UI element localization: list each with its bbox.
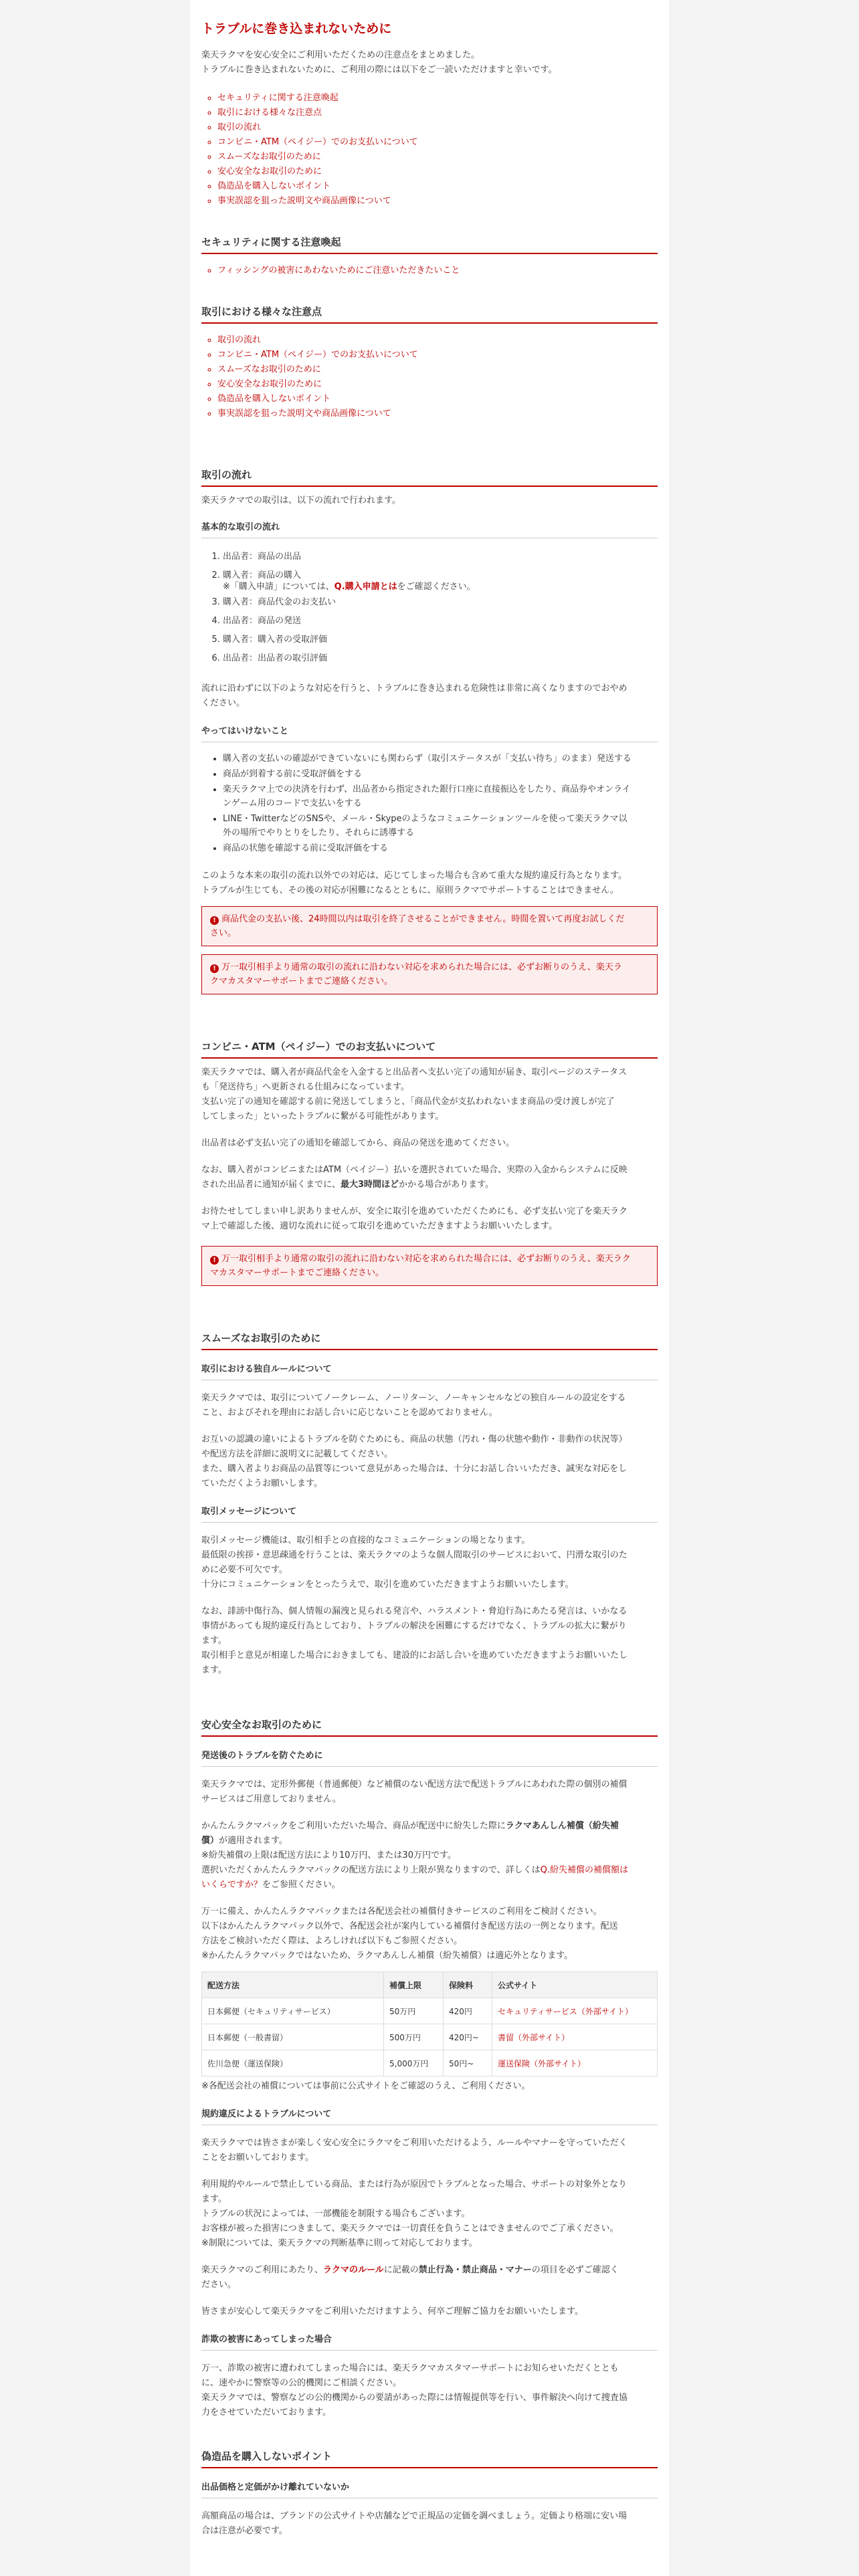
body-line: 取引相手と意見が相違した場合におきましても、建設的にお話し合いを進めていただきますようお願いいたし — [201, 1650, 628, 1660]
subheading-price: 出品価格と定価がかけ離れていないか — [201, 2482, 658, 2498]
table-cell: 日本郵便（一般書留） — [202, 2024, 384, 2050]
body-line: ことをお願いしております。 — [201, 2153, 314, 2163]
security-list — [201, 263, 658, 278]
toc-item[interactable] — [217, 135, 658, 150]
dont-list — [201, 752, 658, 855]
flow-step: 5. 購入者：購入者の受取評価 — [223, 631, 658, 649]
section-heading-security: セキュリティに関する注意喚起 — [201, 235, 658, 254]
compensation-faq-link[interactable]: いくらですか？ — [201, 1880, 262, 1890]
flow-step — [223, 566, 658, 593]
body-line: してしまった」といったトラブルに繋がる可能性があります。 — [201, 1111, 444, 1121]
content-page — [190, 0, 669, 2576]
table-header: 配送方法 — [202, 1972, 384, 1998]
subheading-fraud: 詐欺の被害にあってしまった場合 — [201, 2334, 658, 2351]
cautions-item[interactable] — [217, 377, 658, 392]
alert-text: 万一取引相手より通常の取引の流れに沿わない対応を求められた場合には、必ずお断りのうえ、楽天ラク マカスタマーサポートまでご連絡ください。 — [210, 1254, 631, 1278]
intro-line: 楽天ラクマを安心安全にご利用いただくための注意点をまとめました。 — [201, 50, 480, 60]
bold-text: 禁止行為・禁止商品・マナー — [418, 2265, 532, 2275]
body-line — [201, 1863, 658, 1878]
dont-item: • 商品の状態を確認する前に受取評価をする — [223, 841, 658, 855]
table-cell: 日本郵便（セキュリティサービス） — [202, 1998, 384, 2024]
text: された出品者に通知が届くまでに、 — [201, 1180, 341, 1190]
body-line: も「発送待ち」へ更新される仕組みになっています。 — [201, 1082, 409, 1092]
body-line: 支払い完了の通知を確認する前に発送してしまうと、「商品代金が支払われないまま商品の受け渡しが完了 — [201, 1097, 615, 1107]
cautions-link[interactable]: 偽造品を購入しないポイント — [217, 394, 331, 404]
toc-link[interactable]: セキュリティに関する注意喚起 — [217, 93, 339, 103]
body-line: 力をさせていただいております。 — [201, 2407, 331, 2418]
bold-text: 最大3時間ほど — [341, 1180, 399, 1190]
dont-item: • LINE・TwitterなどのSNSや、メール・Skypeのようなコミュニケーションツールを使って楽天ラクマ以 外の場所でやりとりをしたり、それらに誘導する — [223, 812, 658, 840]
body-line: ※紛失補償の上限は配送方法により10万円、または30万円です。 — [201, 1850, 456, 1860]
body-line: 皆さまが安心して楽天ラクマをご利用いただけますよう、何卒ご理解ご協力をお願いいたします。 — [201, 2306, 583, 2317]
body-line: ださい。 — [201, 2280, 237, 2290]
body-line: 楽天ラクマでは、購入者が商品代金を入金すると出品者へ支払い完了の通知が届き、取引ページのステータス — [201, 1067, 627, 1077]
warn-line: トラブルが生じても、その後の対応が困難になるとともに、原則ラクマでサポートすることはできません。 — [201, 885, 619, 895]
body-line: トラブルの状況によっては、一部機能を制限する場合もございます。 — [201, 2209, 470, 2219]
body-line: 楽天ラクマでは、警察などの公的機関からの要請があった際には情報提供等を行い、事件解決へ向けて捜査協 — [201, 2393, 628, 2403]
alert-box — [201, 954, 658, 994]
body-line: 十分にコミュニケーションをとったうえで、取引を進めていただきますようお願いいたします。 — [201, 1580, 574, 1590]
body-line: 万一に備え、かんたんラクマパックまたは各配送会社の補償付きサービスのご利用をご検討ください。 — [201, 1907, 602, 1917]
table-header: 補償上限 — [384, 1972, 444, 1998]
body-line: 最低限の挨拶・意思疎通を行うことは、楽天ラクマのような個人間取引のサービスにおいて、円滑な取引のた — [201, 1550, 628, 1560]
compensation-faq-link[interactable]: Q.紛失補償の補償額は — [540, 1865, 628, 1875]
body-line: 楽天ラクマでは、取引についてノークレーム、ノーリターン、ノーキャンセルなどの独自ルールの設定をする — [201, 1393, 626, 1403]
alert-text: 万一取引相手より通常の取引の流れに沿わない対応を求められた場合には、必ずお断りのうえ、楽天ラ クマカスタマーサポートまでご連絡ください。 — [210, 962, 622, 986]
section-heading-flow: 取引の流れ — [201, 468, 658, 487]
toc-item[interactable] — [217, 120, 658, 135]
table-cell: 5,000万円 — [384, 2050, 444, 2076]
warn-line: このような本来の取引の流れ以外での対応は、応じてしまった場合も含めて重大な規約違反行為となります。 — [201, 871, 627, 881]
section-heading-conveni: コンビニ・ATM（ペイジー）でのお支払いについて — [201, 1040, 658, 1059]
body-line: お待たせしてしまい申し訳ありませんが、安全に取引を進めていただくためにも、必ず支払い完了を楽天ラク — [201, 1206, 628, 1216]
table-cell — [492, 2050, 658, 2076]
page-title: トラブルに巻き込まれないために — [201, 21, 392, 36]
text: かんたんラクマパックをご利用いただいた場合、商品が配送中に紛失した際に — [201, 1821, 506, 1831]
flow-step: 1. 出品者：商品の出品 — [223, 548, 658, 566]
flow-step-note — [223, 581, 658, 593]
body-line: ていただくようお願いします。 — [201, 1479, 322, 1489]
body-line — [201, 1178, 658, 1192]
table-cell: 500万円 — [384, 2024, 444, 2050]
body-line: 高額商品の場合は、ブランドの公式サイトや店舗などで正規品の定価を調べましょう。定価より格端に安い場 — [201, 2511, 628, 2521]
alert-box — [201, 906, 658, 946]
subheading-dont: やってはいけないこと — [201, 726, 658, 742]
table-note: ※各配送会社の補償については事前に公式サイトをご確認のうえ、ご利用ください。 — [201, 2081, 531, 2091]
bold-text: 償） — [201, 1836, 219, 1846]
subheading-rules: 取引における独自ルールについて — [201, 1364, 658, 1380]
bold-text: ラクマあんしん補償（紛失補 — [505, 1821, 619, 1831]
section-heading-safe: 安心安全なお取引のために — [201, 1718, 658, 1737]
body-line: こと、およびそれを理由にお話し合いに応じないことを認めておりません。 — [201, 1408, 498, 1418]
shipping-table — [201, 1971, 658, 2076]
body-line: めに必要不可欠です。 — [201, 1565, 288, 1575]
table-cell: 420円~ — [444, 2024, 492, 2050]
cautions-link[interactable]: 安心安全なお取引のために — [217, 379, 322, 389]
toc-link[interactable]: 安心安全なお取引のために — [217, 167, 322, 177]
external-site-link[interactable]: 書留（外部サイト） — [498, 2032, 570, 2042]
body-line — [201, 1819, 658, 1834]
text: が適用されます。 — [219, 1836, 288, 1846]
cautions-item[interactable] — [217, 333, 658, 348]
toc-item[interactable] — [217, 106, 658, 120]
table-row — [202, 2024, 658, 2050]
note-text: をご確認ください。 — [397, 582, 476, 592]
body-line: 事情があっても規約違反行為としており、トラブルの解決を困難にするだけでなく、トラブルの拡大に繋がり — [201, 1621, 627, 1631]
toc-link[interactable]: コンビニ・ATM（ペイジー）でのお支払いについて — [217, 137, 418, 147]
toc-link[interactable]: スムーズなお取引のために — [217, 152, 321, 162]
body-line: 万一、詐欺の被害に遭われてしまった場合には、楽天ラクマカスタマーサポートにお知らせいただくととも — [201, 2363, 619, 2373]
toc-item[interactable] — [217, 194, 658, 209]
section-heading-fake: 偽造品を購入しないポイント — [201, 2450, 658, 2468]
cautions-item[interactable] — [217, 348, 658, 362]
cautions-item[interactable] — [217, 392, 658, 407]
flow-step: 3. 購入者：商品代金のお支払い — [223, 593, 658, 612]
text: かかる場合があります。 — [399, 1180, 494, 1190]
subheading-basic-flow: 基本的な取引の流れ — [201, 522, 658, 538]
table-cell: 佐川急便（運送保険） — [202, 2050, 384, 2076]
body-line: また、購入者よりお商品の品質等について意見があった場合は、十分にお話し合いいただき、誠実な対応をし — [201, 1464, 628, 1474]
dont-item: • 楽天ラクマ上での決済を行わず、出品者から指定された銀行口座に直接振込をしたり、商品券やオンライ ンゲーム用のコードで支払いをする — [223, 782, 658, 811]
table-row — [202, 1998, 658, 2024]
alert-text: 商品代金の支払い後、24時間以内は取引を終了させることができません。時間を置いて再度お試しくだ さい。 — [210, 914, 625, 938]
toc-item[interactable] — [217, 165, 658, 179]
body-line: 楽天ラクマでは皆さまが楽しく安心安全にラクマをご利用いただけるよう、ルールやマナーを守っていただく — [201, 2138, 628, 2148]
body-line: ます。 — [201, 2194, 227, 2204]
body-line: や配送方法を詳細に説明文に記載してください。 — [201, 1449, 393, 1459]
cautions-link[interactable]: 事実誤認を狙った説明文や商品画像について — [217, 409, 391, 419]
flow-after-line: ください。 — [201, 698, 246, 708]
table-cell: 50円~ — [444, 2050, 492, 2076]
flow-step: 6. 出品者：出品者の取引評価 — [223, 649, 658, 668]
rakuma-rules-link[interactable]: ラクマのルール — [323, 2265, 384, 2275]
exclamation-icon: ! — [210, 964, 219, 973]
cautions-item[interactable] — [217, 407, 658, 421]
exclamation-icon: ! — [210, 916, 219, 925]
cautions-link[interactable]: 取引の流れ — [217, 335, 262, 345]
table-cell — [492, 1998, 658, 2024]
body-line — [201, 1878, 658, 1893]
note-text: ※「購入申請」については、 — [223, 582, 335, 592]
body-line: 楽天ラクマでは、定形外郵便（普通郵便）など補償のない配送方法で配送トラブルにあわれた際の個別の補償 — [201, 1780, 628, 1790]
alert-box — [201, 1246, 658, 1286]
subheading-messages: 取引メッセージについて — [201, 1506, 658, 1523]
purchase-request-link[interactable]: Q.購入申請とは — [334, 582, 397, 592]
table-cell: 50万円 — [384, 1998, 444, 2024]
body-line: ます。 — [201, 1636, 227, 1646]
body-line: 利用規約やルールで禁止している商品、または行為が原因でトラブルとなった場合、サポートの対象外となり — [201, 2179, 627, 2189]
body-line — [201, 1834, 658, 1848]
toc-item[interactable] — [217, 179, 658, 194]
body-line: なお、購入者がコンビニまたはATM（ペイジー）払いを選択されていた場合、実際の入金からシステムに反映 — [201, 1165, 628, 1175]
flow-lead: 楽天ラクマでの取引は、以下の流れで行われます。 — [201, 496, 401, 506]
external-site-link[interactable]: セキュリティサービス（外部サイト） — [498, 2006, 633, 2016]
dont-item: • 商品が到着する前に受取評価をする — [223, 767, 658, 781]
flow-step-text: 購入者：商品の購入 — [223, 570, 302, 580]
toc-list — [201, 91, 658, 209]
table-cell — [492, 2024, 658, 2050]
text: 選択いただくかんたんラクマパックの配送方法により上限が異なりますので、詳しくは — [201, 1865, 541, 1875]
cautions-item[interactable] — [217, 362, 658, 377]
body-line: マ上で確認した後、適切な流れに従って取引を進めていただきますようお願いいたします。 — [201, 1221, 557, 1231]
body-line: ※制限については、楽天ラクマの判断基準に則って対応しております。 — [201, 2238, 478, 2248]
section-heading-smooth: スムーズなお取引のために — [201, 1331, 658, 1350]
body-line: 以下はかんたんラクマパック以外で、各配送会社が案内している補償付き配送方法の一例となります。配送 — [201, 1921, 618, 1931]
text: 楽天ラクマのご利用にあたり、 — [201, 2265, 324, 2275]
body-line: お互いの認識の違いによるトラブルを防ぐためにも、商品の状態（汚れ・傷の状態や動作・非動作の状況等） — [201, 1434, 628, 1444]
toc-link[interactable]: 事実誤認を狙った説明文や商品画像について — [217, 196, 391, 206]
toc-item[interactable] — [217, 150, 658, 165]
intro-line: トラブルに巻き込まれないために、ご利用の際には以下をご一読いただけますと幸いです。 — [201, 65, 557, 75]
body-line: お客様が被った損害につきまして、楽天ラクマでは一切責任を負うことはできませんのでご了承ください。 — [201, 2224, 619, 2234]
cautions-list — [201, 333, 658, 421]
section-heading-cautions: 取引における様々な注意点 — [201, 305, 658, 324]
table-header-row — [202, 1972, 658, 1998]
body-line: に、速やかに警察等の公的機関にご相談ください。 — [201, 2378, 402, 2388]
body-line: 出品者は必ず支払い完了の通知を確認してから、商品の発送を進めてください。 — [201, 1138, 515, 1148]
security-item[interactable] — [217, 263, 658, 278]
toc-item[interactable] — [217, 91, 658, 106]
subheading-shipping: 発送後のトラブルを防ぐために — [201, 1750, 658, 1767]
body-line: 方法をご検討いただく際は、よろしければ以下もご参照ください。 — [201, 1936, 463, 1946]
toc-link[interactable]: 偽造品を購入しないポイント — [217, 181, 331, 191]
text: をご参照ください。 — [262, 1880, 341, 1890]
dont-item: • 購入者の支払いの確認ができていないにも関わらず（取引ステータスが「支払い待ち」のまま）発送する — [223, 752, 658, 766]
body-line: なお、誹謗中傷行為、個人情報の漏洩と見られる発言や、ハラスメント・脅迫行為にあたる発言は、いかなる — [201, 1606, 628, 1616]
body-line: ます。 — [201, 1665, 227, 1675]
body-line — [201, 2263, 658, 2278]
table-row — [202, 2050, 658, 2076]
flow-steps — [201, 548, 658, 668]
flow-step: 4. 出品者：商品の発送 — [223, 612, 658, 631]
text: に記載の — [383, 2265, 419, 2275]
external-site-link[interactable]: 運送保険（外部サイト） — [498, 2058, 586, 2068]
toc-link[interactable]: 取引における様々な注意点 — [217, 108, 322, 118]
cautions-link[interactable]: スムーズなお取引のために — [217, 364, 321, 374]
subheading-rule-violation: 規約違反によるトラブルについて — [201, 2109, 658, 2125]
body-line: 取引メッセージ機能は、取引相手との直接的なコミュニケーションの場となります。 — [201, 1535, 531, 1545]
table-header: 保険料 — [444, 1972, 492, 1998]
body-line: ※かんたんラクマパックではないため、ラクマあんしん補償（紛失補償）は適応外となります。 — [201, 1951, 573, 1961]
table-header: 公式サイト — [492, 1972, 658, 1998]
cautions-link[interactable]: コンビニ・ATM（ペイジー）でのお支払いについて — [217, 350, 418, 360]
toc-link[interactable]: 取引の流れ — [217, 122, 262, 132]
phishing-link[interactable]: フィッシングの被害にあわないためにご注意いただきたいこと — [217, 265, 460, 276]
body-line: 合は注意が必要です。 — [201, 2526, 288, 2536]
flow-after-line: 流れに沿わずに以下のような対応を行うと、トラブルに巻き込まれる危険性は非常に高くなりますのでおやめ — [201, 683, 628, 693]
body-line: サービスはご用意しておりません。 — [201, 1794, 341, 1804]
exclamation-icon: ! — [210, 1256, 219, 1265]
table-cell: 420円 — [444, 1998, 492, 2024]
text: の項目を必ずご確認く — [531, 2265, 619, 2275]
